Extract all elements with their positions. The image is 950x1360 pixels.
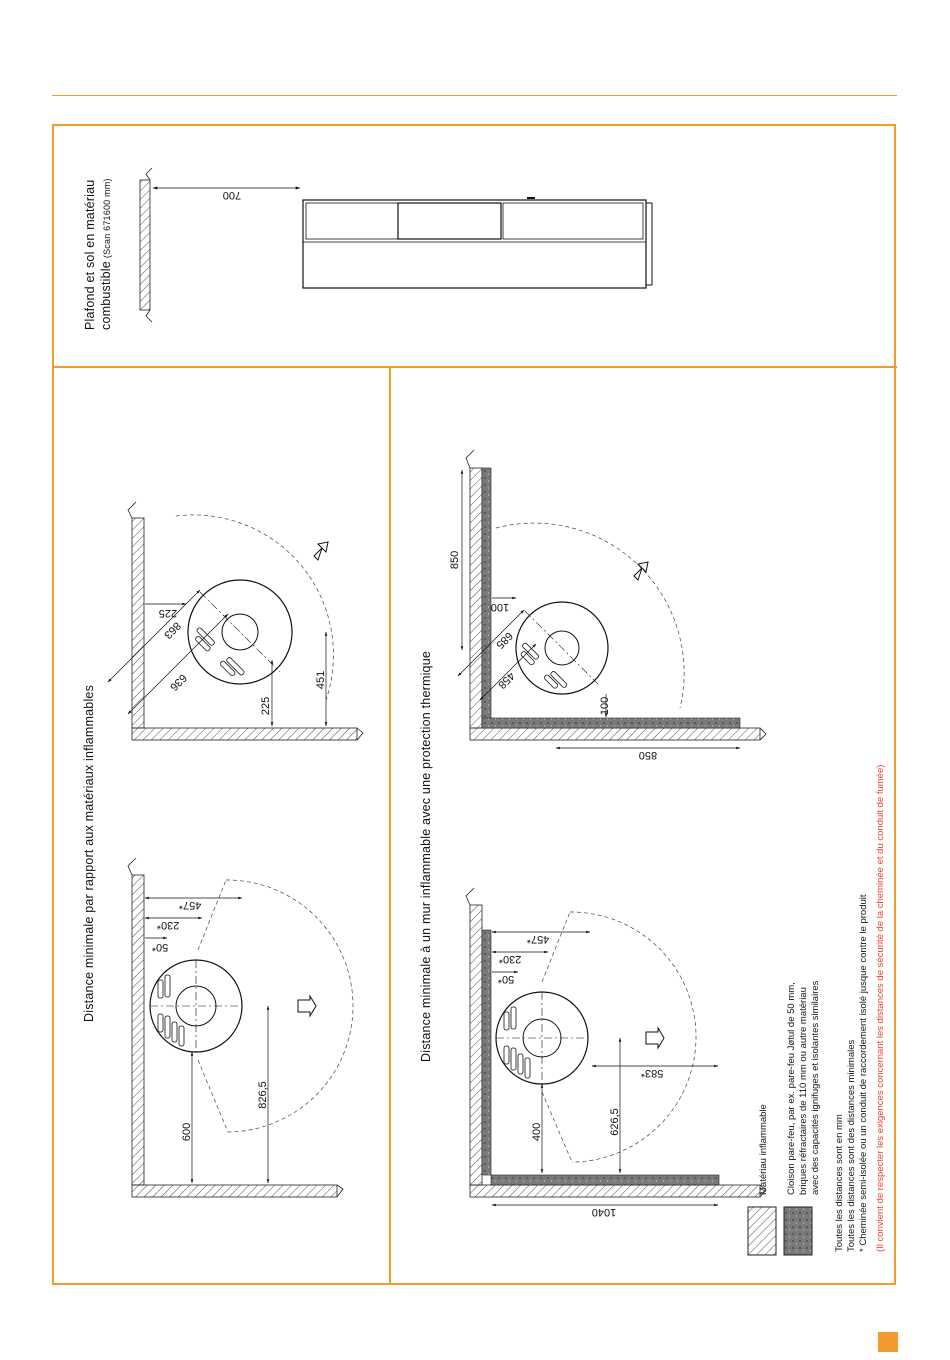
- thermal-protection: [491, 1175, 719, 1185]
- note-line-3: * Cheminée semi-isolée ou un conduit de raccordement isolé jusque contre le produit: [858, 894, 869, 1252]
- note-line-2: Toutes les distances sont des distances minimales: [846, 1039, 857, 1252]
- dim-label-225-bottom: 225: [260, 696, 272, 716]
- legend: [748, 980, 821, 1255]
- flammable-wall: [132, 1185, 337, 1197]
- dim-label-225-top: 225: [158, 607, 178, 619]
- legend-swatch-protection: [784, 1207, 812, 1255]
- dim-label-685: 685: [493, 629, 515, 651]
- flammable-wall: [132, 728, 357, 740]
- diagram-parallel-protected: [466, 888, 766, 1218]
- right-section-title: Distance minimale à un mur inflammable avec une protection thermique: [419, 650, 433, 1062]
- dim-label-50: 50*: [151, 941, 169, 953]
- flammable-wall: [132, 518, 144, 728]
- dim-label-850-bottom: 850: [638, 749, 658, 761]
- legend-label-protection-3: avec des capacités ignifuges et isolantes similaires: [810, 980, 821, 1195]
- diagram-parallel-walls: [128, 858, 353, 1197]
- dim-label-451: 451: [315, 670, 327, 690]
- note-line-1: Toutes les distances sont en mm: [834, 1114, 845, 1252]
- left-section-title: Distance minimale par rapport aux matériaux inflammables: [82, 684, 96, 1022]
- dim-label-850-side: 850: [449, 550, 461, 570]
- stove-top-view: [496, 992, 588, 1084]
- stove-top-view: [150, 960, 242, 1052]
- top-title-line2: combustible(Scan 671600 mm): [99, 178, 113, 330]
- flammable-wall: [470, 468, 482, 728]
- legend-label-protection-1: Cloison pare-feu, par ex. pare-feu Jøtul de 50 mm,: [786, 982, 797, 1195]
- notes: [834, 765, 886, 1252]
- legend-label-protection-2: briques réfractaires de 110 mm ou autre matériau: [798, 987, 809, 1195]
- flammable-wall: [470, 905, 482, 1185]
- dim-label-583: 583*: [640, 1067, 664, 1079]
- dim-label-230: 230*: [498, 953, 522, 965]
- thermal-protection: [482, 468, 491, 728]
- legend-label-flammable: Matériau inflammable: [758, 1104, 769, 1195]
- dim-label-600: 600: [181, 1122, 193, 1142]
- flammable-wall: [132, 875, 144, 1185]
- thermal-protection: [482, 718, 740, 728]
- dim-label-826: 826,5: [257, 1081, 269, 1109]
- flammable-wall: [470, 1185, 760, 1197]
- dim-label-400: 400: [531, 1122, 543, 1142]
- dim-label-700: 700: [222, 189, 242, 201]
- diagram-corner-protected: [449, 450, 766, 761]
- dim-label-1040: 1040: [591, 1206, 617, 1218]
- top-title-line1: Plafond et sol en matériau: [83, 179, 97, 330]
- flammable-wall: [470, 728, 760, 740]
- combustible-floor: [140, 180, 150, 310]
- dim-label-457: 457*: [526, 933, 550, 945]
- top-section: [83, 168, 652, 330]
- dim-label-458: 458: [495, 669, 517, 691]
- diagram-corner-walls: [108, 502, 363, 740]
- dim-label-100-bottom: 100: [599, 696, 611, 716]
- dim-label-863: 863: [161, 619, 183, 641]
- legend-swatch-flammable: [748, 1207, 776, 1255]
- dim-label-50: 50*: [497, 973, 515, 985]
- dim-label-626: 626,5: [609, 1108, 621, 1136]
- stove-side-view: [303, 200, 646, 288]
- thermal-protection: [482, 930, 491, 1175]
- note-line-4: (Il convient de respecter les exigences concernant les distances de sécurité de la cheminée et du conduit de fumée): [875, 764, 886, 1252]
- dim-label-230: 230*: [156, 919, 180, 931]
- dim-label-636: 636: [167, 671, 189, 693]
- dim-label-100-top: 100: [490, 601, 510, 613]
- dim-label-457: 457*: [178, 899, 202, 911]
